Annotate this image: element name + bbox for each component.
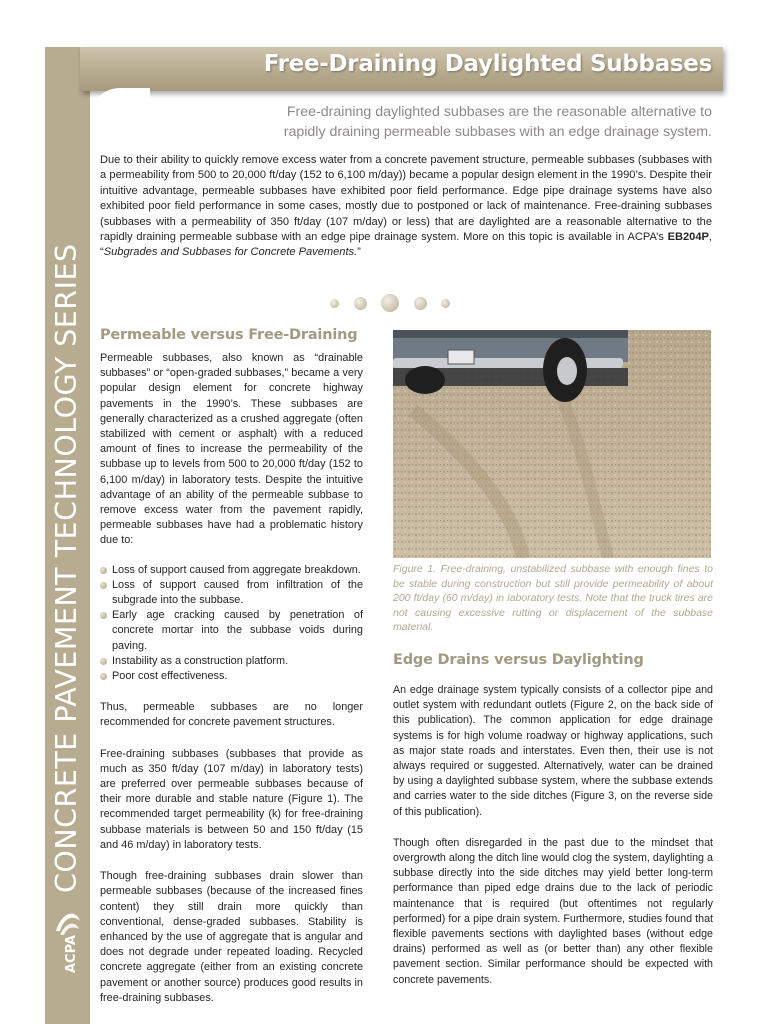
bullet-icon: [100, 673, 107, 680]
section1-paragraph: Free-draining subbases (subbases that provide as much as 350 ft/day (107 m/day) in laboratory tests) are preferred over permeable subbases because of their more durable and stable nature (Figure 1). The recommended target permeability (k) for free-draining subbase materials is between 50 and 150 ft/day (15 and 46 m/day) in laboratory tests.: [100, 747, 363, 851]
list-item-text: Instability as a construction platform.: [112, 654, 289, 667]
divider-dot: [414, 297, 427, 310]
section2-paragraph: Though often disregarded in the past due to the mindset that overgrowth along the ditch line would clog the system, daylighting a subbase directly into the side ditches may yield better long-term performance than piped edge drains due to the lack of periodic maintenance that is required (but oftentimes not regularly performed) for a pipe drain system. Furthermore, studies found that flexible pavements sections with daylighted bases (without edge drains) performed as well as (or better than) any other flexible pavement section. Similar performance should be expected with concrete pavements.: [393, 836, 713, 986]
list-item-text: Poor cost effectiveness.: [112, 670, 228, 683]
truck-on-subbase-image: [393, 330, 711, 558]
list-item: [100, 608, 363, 654]
bullet-icon: [100, 567, 107, 574]
figure1-caption: Figure 1. Free-draining, unstabilized subbase with enough fines to be stable during construction but still provide permeability of about 200 ft/day (60 m/day) in laboratory tests. Note that the truck tires are not causing excessive rutting or displacement of the subbase material.: [393, 563, 713, 634]
intro-paragraph: [100, 153, 712, 261]
bullet-icon: [100, 658, 107, 665]
logo-text: ACPA: [64, 935, 79, 973]
section1-paragraph: Permeable subbases, also known as “drainable subbases” or “open-graded subbases,” became a very popular design element for concrete highway pavements in the 1990’s. These subbases are generally characterized as a crushed aggregate (often stabilized with cement or asphalt) with a reduced amount of fines to increase the permeability of the subbase up to levels from 500 to 20,000 ft/day (152 to 6,100 m/day) in laboratory tests. Despite the intuitive advantage of an ability of the permeable subbase to remove excess water from the pavement rapidly, permeable subbases have had a problematic history due to:: [100, 352, 363, 547]
section-heading-edge-drains: Edge Drains versus Daylighting: [393, 652, 644, 668]
list-item: [100, 578, 363, 608]
section1-body: [100, 351, 363, 1006]
reference-end: ”: [357, 246, 361, 259]
bullet-icon: [100, 612, 107, 619]
reference-code: EB204P: [667, 231, 709, 244]
divider-dot: [354, 297, 367, 310]
section2-paragraph: An edge drainage system typically consists of a collector pipe and outlet system with redundant outlets (Figure 2, on the back side of this publication). The common application for edge drainage systems is for high volume roadway or highway applications, such as major state roads and interstates. Even then, their use is not always required or suggested. Alternatively, water can be drained by using a daylighted subbase system, where the subbase extends and carries water to the side ditches (Figure 3, on the reverse side of this publication).: [393, 684, 713, 818]
list-item: [100, 563, 363, 578]
section-heading-permeable: Permeable versus Free-Draining: [100, 327, 358, 343]
lead-text: [262, 102, 712, 142]
figure1-photo: [393, 330, 711, 558]
bullet-icon: [100, 582, 107, 589]
list-item-text: Loss of support caused from infiltration of the subgrade into the subbase.: [112, 578, 363, 607]
series-title: CONCRETE PAVEMENT TECHNOLOGY SERIES: [50, 243, 83, 893]
list-item-text: Loss of support caused from aggregate breakdown.: [112, 563, 361, 576]
divider-dot: [441, 299, 450, 308]
intro-text: Due to their ability to quickly remove excess water from a concrete pavement structure, permeable subbases (subbases with a permeability from 500 to 20,000 ft/day (152 to 6,100 m/day)) became a popular design element in the 1990’s. Despite their intuitive advantage, permeable subbases have exhibited poor field performance. Edge pipe drainage systems have also exhibited poor field performance in some cases, mostly due to postponed or lack of maintenance. Free-draining subbases (subbases with a permeability of 350 ft/day (107 m/day) or less) that are daylighted are a reasonable alternative to the rapidly draining permeable subbase with an edge pipe drainage system. More on this topic is available in ACPA’s: [100, 154, 712, 244]
acpa-logo-icon: [52, 905, 84, 975]
section-divider: [330, 291, 450, 315]
lead-line: Free-draining daylighted subbases are the reasonable alternative to: [286, 104, 712, 120]
acpa-logo: [52, 905, 84, 975]
problem-list: [100, 563, 363, 685]
page-title: Free-Draining Daylighted Subbases: [263, 51, 712, 77]
section1-paragraph: Though free-draining subbases drain slower than permeable subbases (because of the increased fines content) they still drain more quickly than conventional, dense-graded subbases. Stability is enhanced by the use of aggregate that is angular and does not degrade under repeated loading. Recycled concrete aggregate (either from an existing concrete pavement or another source) produces good results in free-draining subbases.: [100, 870, 363, 1004]
section1-paragraph: Thus, permeable subbases are no longer recommended for concrete pavement structures.: [100, 701, 363, 729]
reference-title: Subgrades and Subbases for Concrete Pavements.: [103, 246, 358, 259]
header-corner: [90, 88, 150, 128]
list-item-text: Early age cracking caused by penetration of concrete mortar into the subbase voids during paving.: [112, 609, 363, 652]
lead-line: rapidly draining permeable subbases with an edge drainage system.: [283, 124, 712, 140]
list-item: [100, 669, 363, 684]
reference-separator: , “: [100, 231, 712, 259]
divider-dot: [381, 294, 399, 312]
divider-dot: [330, 299, 339, 308]
list-item: [100, 654, 363, 669]
section2-body: [393, 683, 713, 988]
